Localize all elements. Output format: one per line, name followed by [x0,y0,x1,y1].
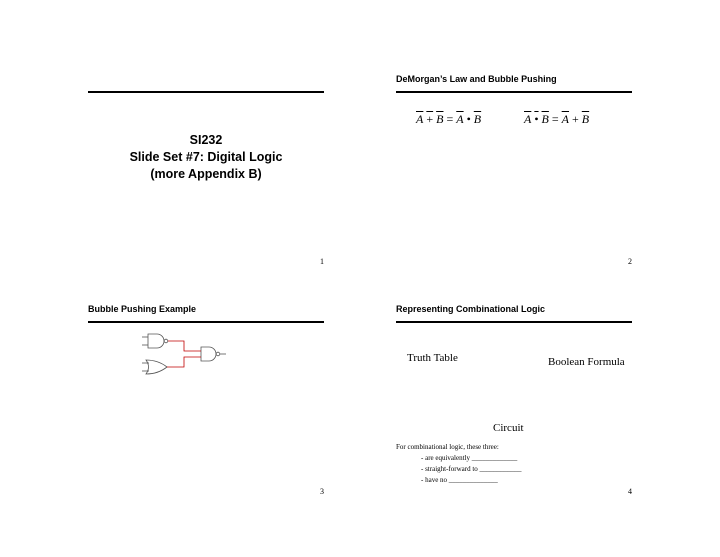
notes-item: - straight-forward to ____________ [421,465,522,473]
slide-title: Bubble Pushing Example [88,304,197,314]
notes-intro: For combinational logic, these three: [396,443,499,451]
slide-title: DeMorgan’s Law and Bubble Pushing [396,74,557,84]
notes-item: - are equivalently _____________ [421,454,518,462]
page-number: 1 [320,257,324,266]
slide-1 [88,70,324,266]
nand-gate-upper [142,334,168,348]
eq2-var-b: B [541,112,549,126]
slide-title: Representing Combinational Logic [396,304,546,314]
presentation-title [88,132,324,183]
eq2-lhs-negated [524,112,549,126]
demorgan-equation-1 [416,112,481,127]
header-rule [88,321,324,323]
eq1-var-b-bar: $\overline{B}$ [473,112,482,126]
eq2-dot: • [534,112,539,126]
header-rule [88,91,324,93]
page-number: 3 [320,487,324,496]
eq1-var-a-bar: $\overline{A}$ [456,112,464,126]
eq2-equals: = [551,112,559,126]
or-gate-lower [142,360,167,374]
title-line-appendix: (more Appendix B) [150,167,262,181]
demorgan-equation-2 [524,112,589,127]
title-line-set: Slide Set #7: Digital Logic [129,150,283,164]
eq2-plus: + [572,112,579,126]
slide-3 [88,300,324,496]
eq2-var-b-bar: $\overline{B}$ [581,112,590,126]
bubble-pushing-circuit [140,330,240,382]
eq2-var-a-bar: $\overline{A}$ [561,112,570,126]
nand-gate-output [201,347,226,361]
notes-item: - have no ______________ [421,476,498,484]
header-rule [396,321,632,323]
header-rule [396,91,632,93]
notes-list [396,442,522,486]
eq1-equals: = [446,112,454,126]
boolean-formula-label: Boolean Formula [548,356,625,368]
eq1-var-a: A [416,112,424,126]
circuit-label: Circuit [493,422,524,434]
connecting-wires [167,341,201,367]
eq1-dot: • [466,112,471,126]
eq1-plus: + [426,112,434,126]
page-number: 4 [628,487,632,496]
page-number: 2 [628,257,632,266]
title-line-course: SI232 [189,133,223,147]
eq1-var-b: B [436,112,444,126]
slide-2 [396,70,632,266]
slide-4 [396,300,632,496]
eq2-var-a: A [524,112,532,126]
truth-table-label: Truth Table [407,352,458,364]
eq1-lhs-negated [416,112,443,126]
